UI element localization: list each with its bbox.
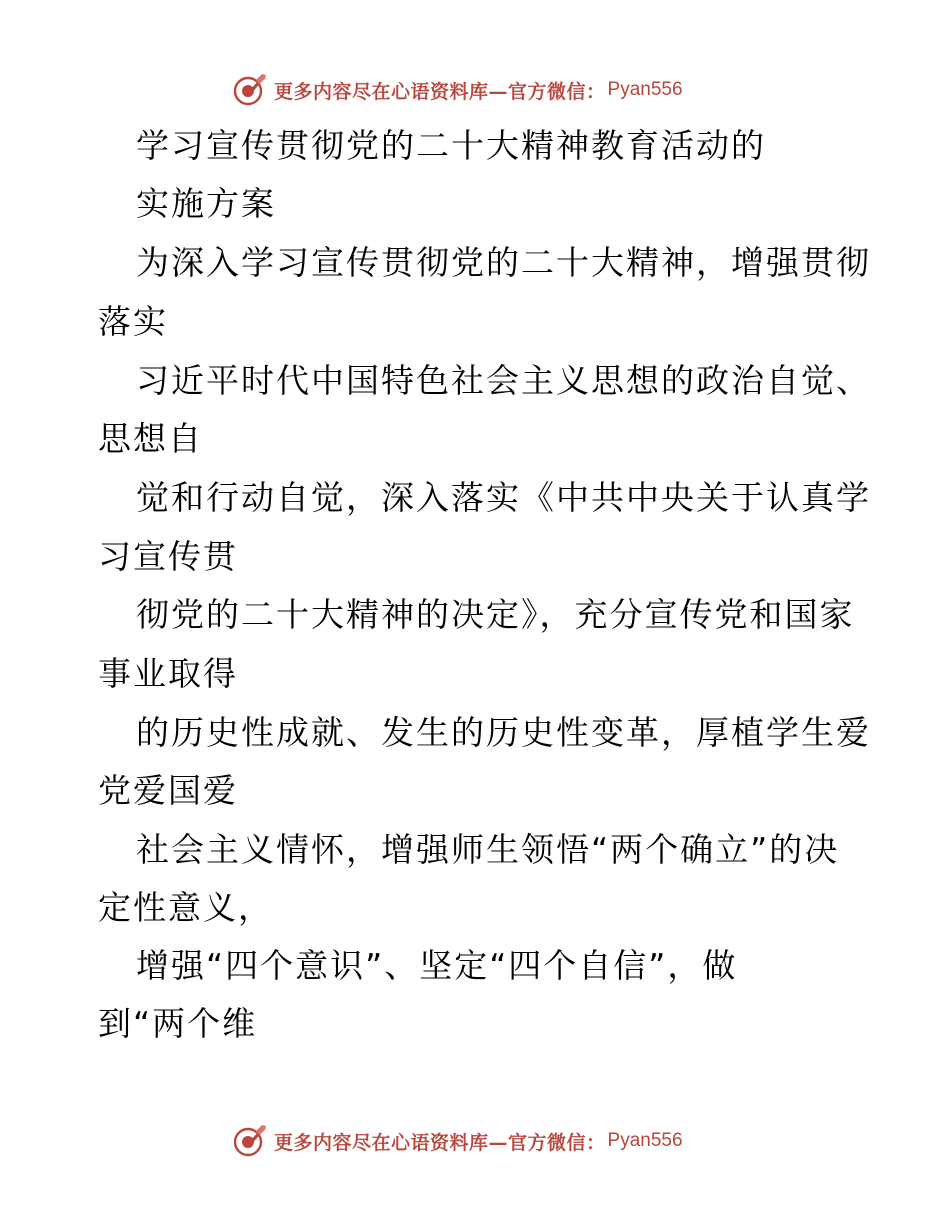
body-line: 为深入学习宣传贯彻党的二十大精神，增强贯彻: [136, 243, 871, 282]
body-line: 党爱国爱: [98, 771, 238, 810]
footer-banner: [232, 1121, 712, 1161]
body-line: 到“两个维: [98, 1004, 258, 1043]
body-line: 觉和行动自觉，深入落实《中共中央关于认真学: [136, 478, 871, 517]
body-line: 落实: [98, 302, 168, 341]
quill-logo-icon: [232, 1123, 268, 1159]
body-line: 的历史性成就、发生的历史性变革，厚植学生爱: [136, 713, 871, 752]
body-line: 定性意义，: [98, 888, 273, 927]
body-line: 事业取得: [98, 654, 238, 693]
quill-logo-icon: [232, 72, 268, 108]
body-line: 习近平时代中国特色社会主义思想的政治自觉、: [136, 361, 871, 400]
body-line: 增强“四个意识”、坚定“四个自信”，做: [136, 946, 738, 985]
header-banner-text: 更多内容尽在心语资料库—官方微信：: [274, 80, 606, 103]
title-line-1: 学习宣传贯彻党的二十大精神教育活动的: [136, 126, 766, 165]
body-line: 习宣传贯: [98, 537, 238, 576]
header-banner: [232, 70, 712, 110]
body-line: 思想自: [98, 419, 203, 458]
body-line: 社会主义情怀，增强师生领悟“两个确立”的决: [136, 830, 840, 869]
header-banner-wechat-id: Pyan556: [607, 79, 683, 100]
body-line: 彻党的二十大精神的决定》，充分宣传党和国家: [136, 595, 855, 634]
footer-banner-wechat-id: Pyan556: [607, 1130, 683, 1151]
title-line-2: 实施方案: [136, 184, 276, 223]
footer-banner-text: 更多内容尽在心语资料库—官方微信：: [274, 1131, 606, 1154]
